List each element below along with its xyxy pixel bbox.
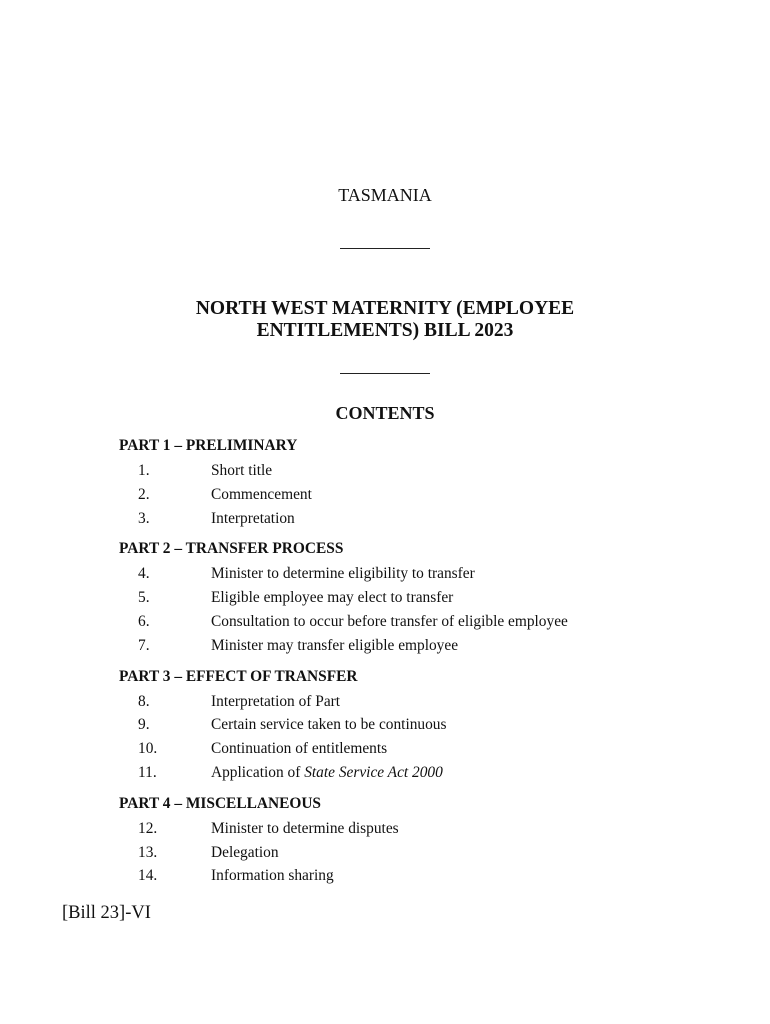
section-title: Interpretation of Part (211, 692, 341, 710)
part-4 (0, 796, 770, 892)
section-number: 8. (138, 692, 150, 710)
contents-item (0, 614, 770, 638)
section-title: Delegation (211, 843, 279, 861)
contents-list (0, 438, 770, 892)
contents-item (0, 741, 770, 765)
section-title: Minister to determine eligibility to transfer (211, 565, 475, 583)
section-title-text: Application of (211, 763, 301, 781)
contents-heading: CONTENTS (335, 403, 435, 423)
bill-title-line-1: NORTH WEST MATERNITY (EMPLOYEE (195, 298, 575, 319)
section-title: Consultation to occur before transfer of eligible employee (211, 612, 568, 630)
part-1 (0, 438, 770, 534)
section-number: 7. (138, 636, 150, 654)
section-number: 3. (138, 509, 150, 527)
contents-item (0, 463, 770, 487)
part-heading: PART 2 – TRANSFER PROCESS (119, 540, 344, 558)
part-heading: PART 3 – EFFECT OF TRANSFER (119, 667, 358, 685)
contents-item (0, 511, 770, 535)
section-number: 11. (138, 763, 157, 781)
contents-item (0, 717, 770, 741)
section-number: 5. (138, 589, 150, 607)
section-number: 14. (138, 867, 158, 885)
part-3 (0, 669, 770, 789)
part-heading: PART 4 – MISCELLANEOUS (119, 794, 321, 812)
contents-item (0, 694, 770, 718)
section-number: 2. (138, 485, 150, 503)
divider-rule (340, 248, 430, 249)
section-number: 4. (138, 565, 150, 583)
section-title: Certain service taken to be continuous (211, 716, 447, 734)
section-title: Continuation of entitlements (211, 740, 388, 758)
section-title: Short title (211, 462, 273, 479)
section-number: 9. (138, 716, 150, 734)
contents-item (0, 566, 770, 590)
part-heading: PART 1 – PRELIMINARY (119, 437, 298, 454)
bill-reference: [Bill 23]-VI (62, 903, 151, 923)
section-title: Minister may transfer eligible employee (211, 636, 459, 654)
bill-title (0, 298, 770, 342)
section-number: 10. (138, 740, 158, 758)
section-title: Information sharing (211, 867, 334, 885)
section-number: 6. (138, 612, 150, 630)
divider-rule (340, 373, 430, 374)
section-title: Interpretation (211, 509, 295, 527)
contents-item (0, 845, 770, 869)
section-title: Minister to determine disputes (211, 819, 399, 837)
section-number: 13. (138, 843, 158, 861)
section-number: 1. (138, 462, 150, 479)
bill-title-line-2: ENTITLEMENTS) BILL 2023 (256, 320, 514, 341)
section-number: 12. (138, 819, 158, 837)
contents-item (0, 765, 770, 789)
section-title (211, 765, 443, 781)
section-title: Commencement (211, 485, 312, 503)
contents-item (0, 590, 770, 614)
act-name: State Service Act 2000 (304, 763, 443, 781)
contents-item (0, 868, 770, 892)
jurisdiction-heading: TASMANIA (338, 185, 432, 205)
contents-item (0, 487, 770, 511)
section-title: Eligible employee may elect to transfer (211, 589, 454, 607)
contents-item (0, 638, 770, 662)
contents-item (0, 821, 770, 845)
part-2 (0, 541, 770, 661)
